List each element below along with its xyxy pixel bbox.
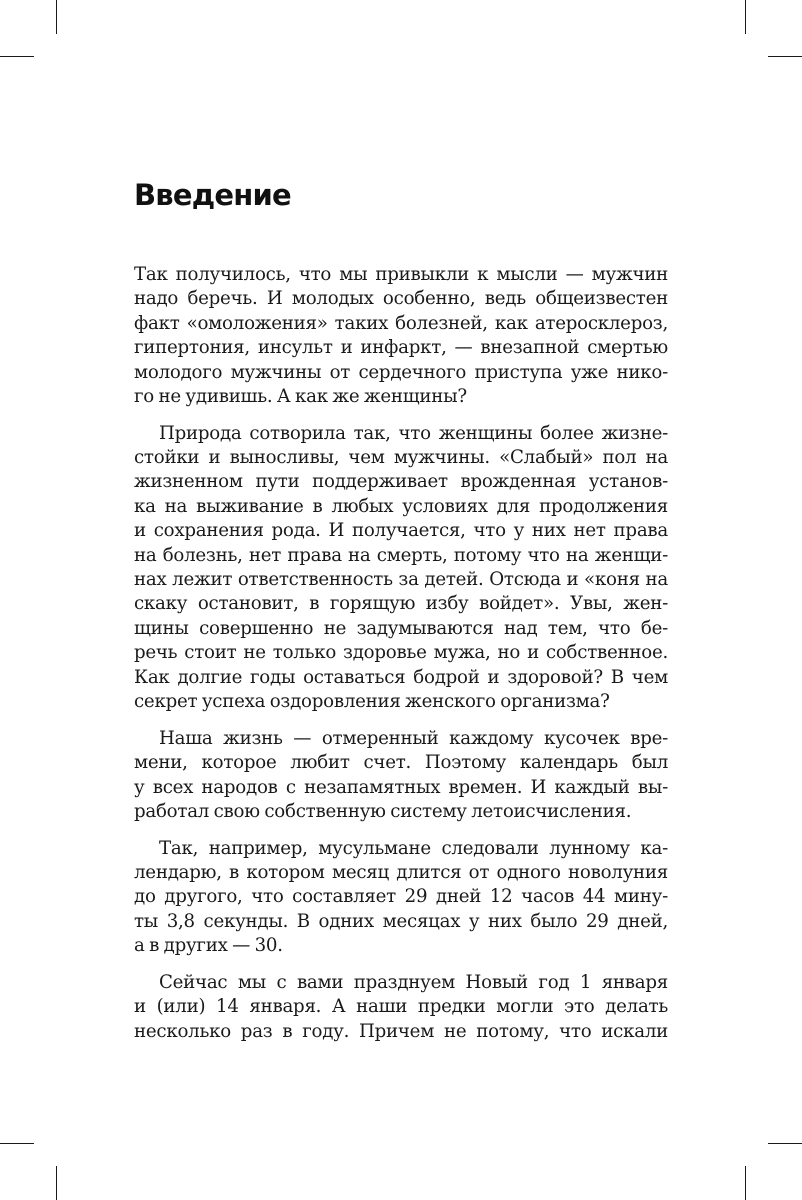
text-line: щины совершенно не задумываются над тем, что бе- [134,617,668,639]
crop-mark-bottom-right [768,1143,802,1144]
text-line: мени, которое любит счет. Поэтому календарь был [134,752,668,774]
text-line: несколько раз в году. Причем не потому, что искали [134,1020,668,1042]
text-line: а в других — 30. [134,935,283,957]
paragraph [134,422,668,715]
text-line: Природа сотворила так, что женщины более жизне- [159,422,668,444]
text-line: факт «омоложения» таких болезней, как атеросклероз, [134,312,668,334]
text-line: Наша жизнь — отмеренный каждому кусочек вре- [159,727,668,749]
text-line: до другого, что составляет 29 дней 12 часов 44 мину- [134,886,668,908]
crop-mark-bottom-right [745,1166,746,1200]
text-line: лендарю, в котором месяц длится от одного новолуния [134,861,668,883]
crop-mark-top-left [0,56,34,57]
text-line: го не удивишь. А как же женщины? [134,386,467,408]
text-line: молодого мужчины от сердечного приступа уже нико- [134,361,668,383]
text-line: нах лежит ответственность за детей. Отсюда и «коня на [134,569,668,591]
text-line: работал свою собственную систему летоисчисления. [134,800,632,822]
paragraph [134,263,668,409]
crop-mark-top-right [745,0,746,34]
text-line: Так, например, мусульмане следовали лунному ка- [159,837,668,859]
text-line: секрет успеха оздоровления женского организма? [134,691,610,713]
text-line: речь стоит не только здоровье мужа, но и собственное. [134,642,668,664]
crop-mark-top-right [768,56,802,57]
crop-mark-top-left [56,0,57,34]
text-line: ты 3,8 секунды. В одних месяцах у них было 29 дней, [134,910,668,932]
body-text [134,263,668,1056]
text-line: и сохранения рода. И получается, что у них нет права [134,520,668,542]
crop-mark-bottom-left [56,1166,57,1200]
paragraph [134,971,668,1044]
paragraph [134,837,668,959]
paragraph [134,727,668,825]
text-line: у всех народов с незапамятных времен. И каждый вы- [134,776,668,798]
text-line: Так получилось, что мы привыкли к мысли — мужчин [134,264,668,285]
text-line: на болезнь, нет права на смерть, потому что на женщи- [134,544,668,566]
crop-mark-bottom-left [0,1143,34,1144]
page-title: Введение [134,178,291,212]
text-line: надо беречь. И молодых особенно, ведь общеизвестен [134,288,668,310]
text-line: стойки и выносливы, чем мужчины. «Слабый» пол на [134,447,668,469]
text-line: Как долгие годы оставаться бодрой и здоровой? В чем [134,666,668,688]
text-line: скаку остановит, в горящую избу войдет». Увы, жен- [134,593,668,615]
text-line: гипертония, инсульт и инфаркт, — внезапной смертью [134,337,668,359]
text-line: жизненном пути поддерживает врожденная установ- [134,471,668,493]
text-line: Сейчас мы с вами празднуем Новый год 1 января [159,971,668,993]
text-line: и (или) 14 января. А наши предки могли это делать [134,996,668,1018]
text-line: ка на выживание в любых условиях для продолжения [134,495,668,517]
